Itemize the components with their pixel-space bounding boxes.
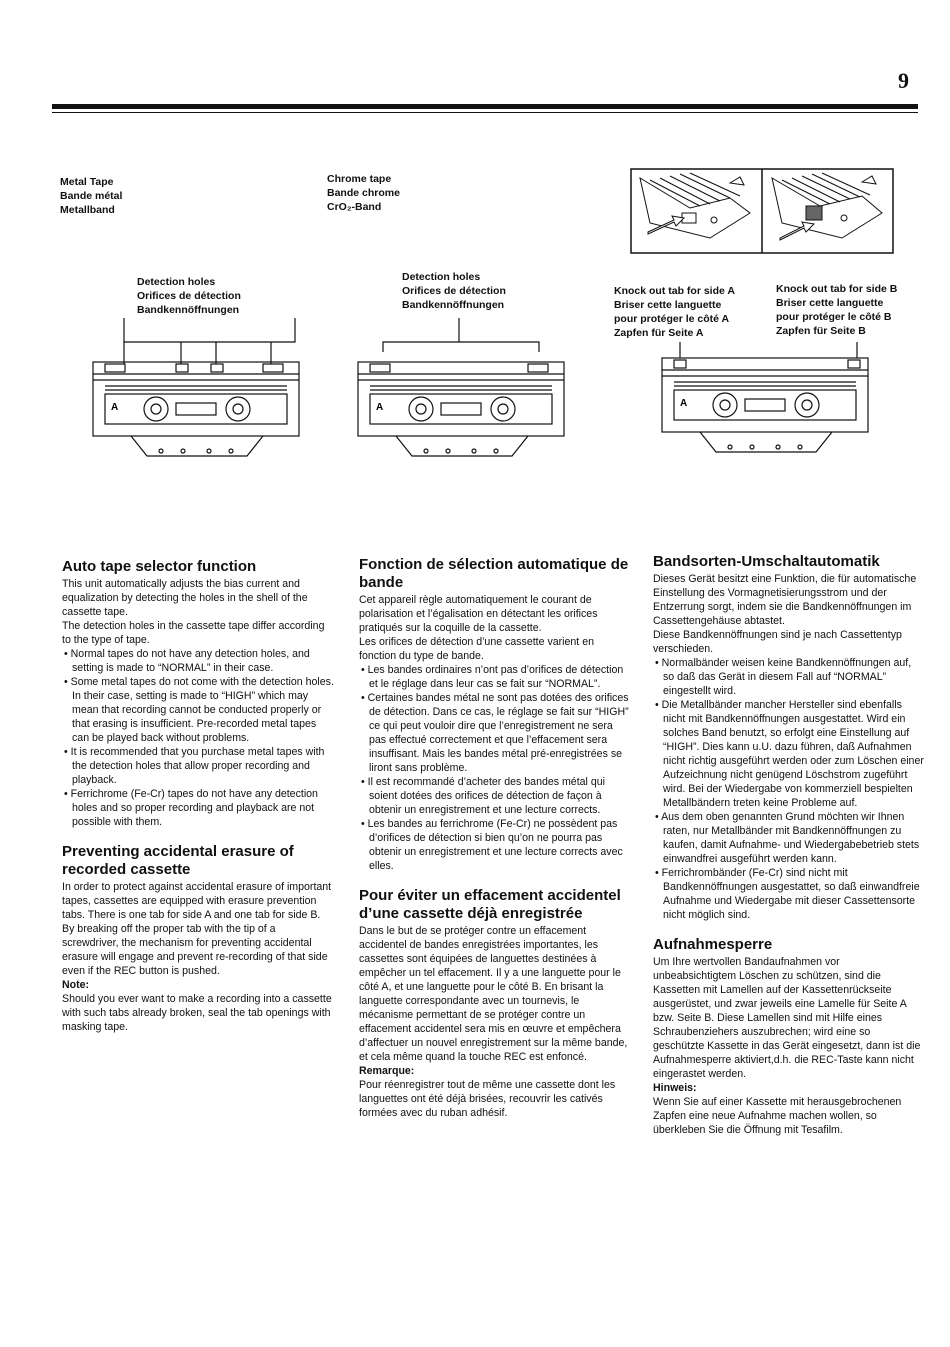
metal-tape-caption	[60, 175, 122, 217]
side-letter: A	[680, 398, 688, 409]
caption-line: pour protéger le côté B	[776, 311, 892, 323]
tab-cassette	[660, 342, 870, 454]
bullet-item: • Les bandes au ferrichrome (Fe-Cr) ne possèdent pas d’orifices de détection si bien qu’on ne pourra pas obtenir un enregistrement et une lecture corrects avec elles.	[361, 818, 623, 872]
caption-line: Chrome tape	[327, 173, 392, 185]
side-letter: A	[111, 402, 119, 413]
chrome-tape-cassette	[356, 318, 566, 458]
tab-b-caption	[776, 282, 897, 338]
tab-a-caption	[614, 284, 735, 340]
paragraph: Dans le but de se protéger contre un effacement accidentel de bandes enregistrées importantes, les cassettes sont équipées de languettes destinées à empêcher un tel effacement. Il y a une languette pour le côté A, et une languette pour le côté B. En brisant la languette correspondante avec un tournevis, le mécanisme permettant de se protéger contre un effacement accidentel sera mis en œuvre et empêchera d’affectuer un nouvel enregistrement sur la même bande, et cela même quand la touche REC est enfoncé.	[359, 925, 628, 1063]
paragraph: Wenn Sie auf einer Kassette mit herausgebrochenen Zapfen eine neue Aufnahme machen wollen, so überkleben Sie die Öffnung mit Tesafilm.	[653, 1096, 902, 1136]
caption-line: Bande métal	[60, 190, 123, 202]
caption-line: Briser cette languette	[776, 297, 884, 309]
section-heading: Fonction de sélection automatique de bande	[359, 556, 629, 591]
bullet-item: • Ferrichrome (Fe-Cr) tapes do not have any detection holes and so proper recording and playback are not possible with them.	[64, 788, 318, 828]
bullet-item: • Normal tapes do not have any detection holes, and setting is made to “NORMAL” in their case.	[64, 648, 310, 674]
english-column	[62, 558, 335, 1034]
section-heading: Bandsorten-Umschaltautomatik	[653, 553, 880, 570]
paragraph: Les orifices de détection d’une cassette varient en fonction du type de bande.	[359, 636, 594, 662]
note-label: Note:	[62, 979, 90, 991]
bullet-item: • Il est recommandé d’acheter des bandes métal qui soient dotées des orifices de détection de façon à obtenir un enregistrement et une lecture corrects.	[361, 776, 605, 816]
note-label: Remarque:	[359, 1065, 415, 1077]
paragraph: Pour réenregistrer tout de même une cassette dont les languettes ont été déjà brisées, recouvrir les cativés formées avec du ruban adhésif.	[359, 1079, 616, 1119]
bullet-item: • Some metal tapes do not come with the detection holes. In their case, setting is made to “HIGH” which may mean that recording cannot be conducted properly or that erasing is insufficient. Pre-recorded metal tapes can be played back without problems.	[64, 676, 334, 744]
caption-line: Zapfen für Seite B	[776, 325, 866, 337]
metal-tape-cassette	[91, 318, 301, 458]
metal-holes-caption	[137, 275, 241, 317]
bullet-item: • Certaines bandes métal ne sont pas dotées des orifices de détection. Dans ce cas, le réglage se fait sur “HIGH” ce qui peut vouloir dire que l’enregistrement ne sera pas effectué correctement et que l’effacement sera insuffisant. Mais les bandes métal pré-enregistrées se liront sans problème.	[361, 692, 629, 774]
paragraph: Um Ihre wertvollen Bandaufnahmen vor unbeabsichtigtem Löschen zu schützen, sind die Kassetten mit Lamellen auf der Kassettenrückseite ausgerüstet, und zwar jeweils eine Lamelle für Seite A bzw. Seite B. Diese Lamellen sind mit Hilfe eines Schraubenziehers auszubrechen; wird eine so geschützte Kassette in das Gerät eingesetzt, dann ist die Aufnahmesperre aktiviert,d.h. die REC-Taste kann nicht eingerastet werden.	[653, 956, 921, 1080]
bullet-item: • It is recommended that you purchase metal tapes with the detection holes that allow proper recording and playback.	[64, 746, 325, 786]
caption-line: pour protéger le côté A	[614, 313, 730, 325]
caption-line: Metallband	[60, 204, 115, 216]
chrome-holes-caption	[402, 270, 506, 312]
paragraph: The detection holes in the cassette tape differ according to the type of tape.	[62, 620, 325, 646]
caption-line: Orifices de détection	[402, 285, 506, 297]
caption-line: Bandkennöffnungen	[137, 304, 240, 316]
caption-line: Briser cette languette	[614, 299, 722, 311]
section-heading: Auto tape selector function	[62, 558, 257, 575]
paragraph: Diese Bandkennöffnungen sind je nach Cassettentyp verschieden.	[653, 629, 902, 655]
caption-line: Zapfen für Seite A	[614, 327, 704, 339]
caption-line: Orifices de détection	[137, 290, 241, 302]
bullet-item: • Les bandes ordinaires n’ont pas d’orifices de détection et le réglage dans leur cas se fait sur “NORMAL”.	[361, 664, 624, 690]
caption-line: Detection holes	[402, 271, 481, 283]
header-rule-thin	[52, 112, 918, 113]
bullet-item: • Aus dem oben genannten Grund möchten wir Ihnen raten, nur Metallbänder mit Bandkennöffnungen zu kaufen, damit Aufnahme- und Wiedergabebetrieb stets einwandfrei ausgeführt werden kann.	[655, 811, 920, 865]
paragraph: Should you ever want to make a recording into a cassette with such tabs already broken, seal the tab openings with masking tape.	[62, 993, 332, 1033]
paragraph: In order to protect against accidental erasure of important tapes, cassettes are equipped with erasure prevention tabs. There is one tab for side A and one tab for side B. By breaking off the proper tab with the tip of a screwdriver, the mechanism for preventing accidental erasure will engage and prevent re-recording of that side even if the REC button is pushed.	[62, 881, 332, 977]
note-label: Hinweis:	[653, 1082, 697, 1094]
chrome-tape-caption	[327, 172, 400, 214]
caption-line: Metal Tape	[60, 176, 114, 188]
caption-line: Knock out tab for side A	[614, 285, 735, 297]
bullet-item: • Ferrichrombänder (Fe-Cr) sind nicht mit Bandkennöffnungen ausgestattet, so daß einwandfreie Aufnahme und Wiedergabe mit dieser Cassettensorte nicht möglich sind.	[655, 867, 920, 921]
section-heading: Pour éviter un effacement accidentel d’une cassette déjà enregistrée	[359, 887, 621, 922]
caption-line: CrO₂-Band	[327, 201, 382, 213]
header-rule	[52, 104, 918, 109]
cassette-tab-closeup	[630, 168, 894, 254]
paragraph: Cet appareil règle automatiquement le courant de polarisation et l’égalisation en détectant les orifices pratiqués sur la coquille de la cassette.	[359, 594, 598, 634]
german-column	[653, 553, 924, 1137]
caption-line: Bande chrome	[327, 187, 400, 199]
bullet-item: • Die Metallbänder mancher Hersteller sind ebenfalls nicht mit Bandkennöffnungen ausgestattet. Wird ein solches Band benutzt, so erfolgt eine Einstellung auf “HIGH”. Dies kann u.U. dazu führen, daß Aufnahmen nicht richtig ausgeführt werden oder zum Löschen einer Aufzeichnung nicht genügend Löschstrom zugeführt wird. Bei der Wiedergabe von kommerziell bespielten Metallbändern treten keine Probleme auf.	[655, 699, 924, 809]
bullet-item: • Normalbänder weisen keine Bandkennöffnungen auf, so daß das Gerät in diesem Fall auf “NORMAL” eingestellt wird.	[655, 657, 912, 697]
caption-line: Detection holes	[137, 276, 216, 288]
side-letter: A	[376, 402, 384, 413]
page-number: 9	[898, 68, 909, 93]
paragraph: This unit automatically adjusts the bias current and equalization by detecting the holes in the shell of the cassette tape.	[62, 578, 308, 618]
paragraph: Dieses Gerät besitzt eine Funktion, die für automatische Einstellung des Vormagnetisierungsstrom und der Entzerrung sorgt, indem sie die Bandkennöffnungen im Cassettengehäuse abtastet.	[653, 573, 917, 627]
caption-line: Knock out tab for side B	[776, 283, 898, 295]
section-heading: Preventing accidental erasure of recorded cassette	[62, 843, 294, 878]
caption-line: Bandkennöffnungen	[402, 299, 505, 311]
french-column	[359, 556, 630, 1120]
section-heading: Aufnahmesperre	[653, 936, 773, 953]
